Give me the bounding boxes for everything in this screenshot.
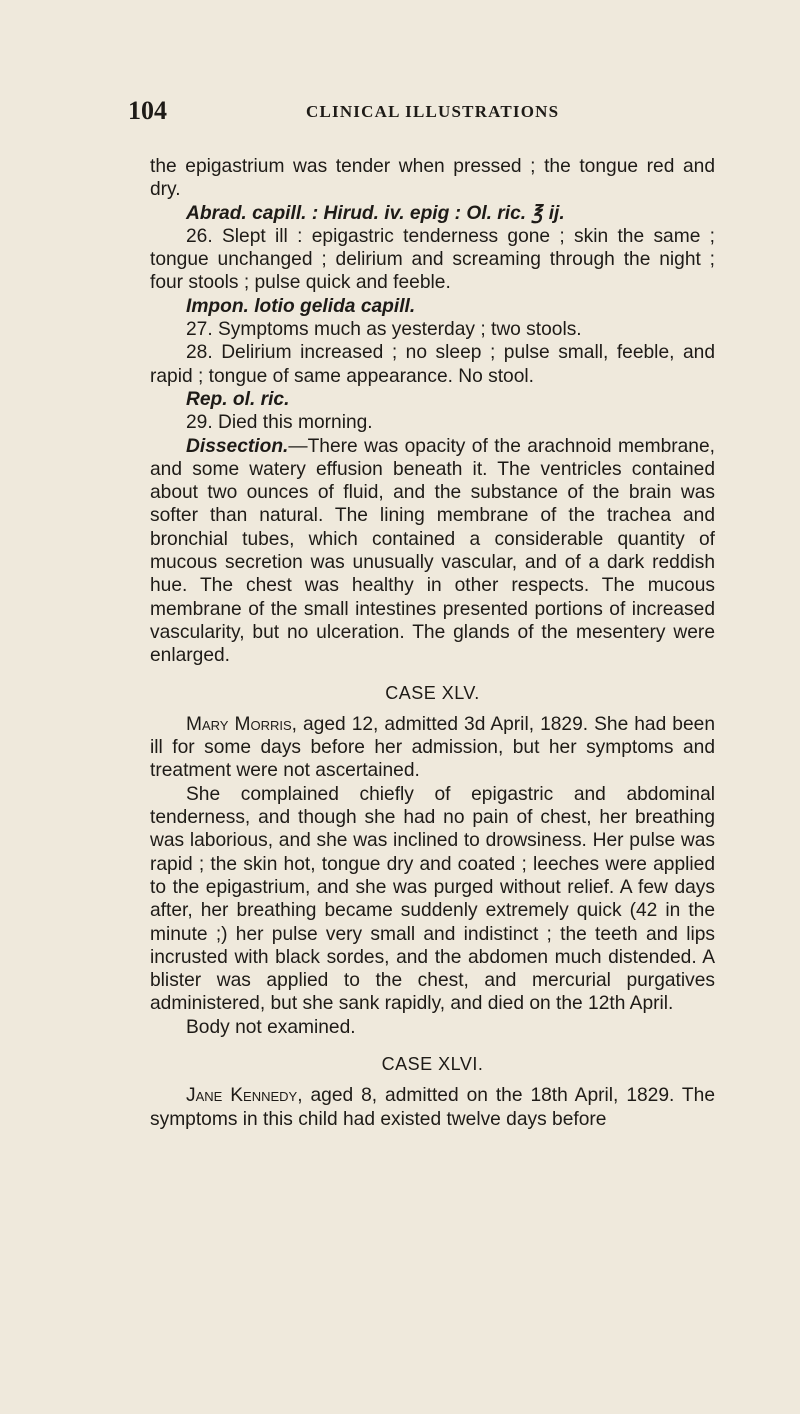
paragraph: Body not examined. bbox=[186, 1016, 356, 1038]
paragraph: She complained chiefly of epigastric and abdominal tenderness, and though she had no pain of chest, her breathing was laborious, and she was inclined to drowsiness. Her pulse was rapid ; the skin hot, tongue dry and coated ; leeches were applied to the epigastrium, and she was purged without relief. A few days after, her breathing became suddenly extremely quick (42 in the minute ;) her pulse very small and indistinct ; the teeth and lips incrusted with black sordes, and the abdomen much distended. A blister was applied to the chest, and mercurial purgatives administered, but she sank rapidly, and died on the 12th April. bbox=[150, 783, 715, 1015]
dissection-label: Dissection. bbox=[186, 435, 289, 457]
paragraph: the epigastrium was tender when pressed ; the tongue red and dry. bbox=[150, 156, 715, 201]
prescription: Impon. lotio gelida capill. bbox=[186, 295, 416, 317]
patient-name: Mary Morris bbox=[186, 713, 292, 735]
paragraph: 27. Symptoms much as yesterday ; two stools. bbox=[186, 319, 582, 341]
dissection-paragraph bbox=[150, 435, 715, 668]
case-intro bbox=[150, 713, 715, 783]
prescription: Abrad. capill. : Hirud. iv. epig : Ol. ric. ℥ ij. bbox=[186, 202, 565, 224]
body-text bbox=[150, 155, 715, 1131]
page-number: 104 bbox=[128, 96, 167, 125]
page-header bbox=[128, 96, 698, 132]
case-intro bbox=[150, 1084, 715, 1131]
patient-name: Jane Kennedy bbox=[186, 1085, 298, 1107]
running-title: CLINICAL ILLUSTRATIONS bbox=[306, 102, 560, 121]
case-heading: CASE XLV. bbox=[385, 682, 480, 703]
case-heading: CASE XLVI. bbox=[381, 1053, 484, 1074]
paragraph: 29. Died this morning. bbox=[186, 412, 373, 434]
paragraph: 26. Slept ill : epigastric tenderness gone ; skin the same ; tongue unchanged ; delirium and screaming through the night ; four stools ; pulse quick and feeble. bbox=[150, 225, 715, 294]
case-intro-text: , aged 12, admitted 3d April, 1829. She had been ill for some days before her admission, but her symptoms and treatment were not ascertained. bbox=[150, 713, 715, 782]
dissection-text: —There was opacity of the arachnoid membrane, and some watery effusion beneath it. The ventricles contained about two ounces of fluid, and the substance of the brain was softer than natural. The lining membrane of the trachea and bronchial tubes, which contained a considerable quantity of mucous secretion was unusually vascular, and of a dark reddish hue. The chest was healthy in other respects. The mucous membrane of the small intestines presented portions of increased vascularity, but no ulceration. The glands of the mesentery were enlarged. bbox=[150, 435, 715, 667]
case-intro-text: , aged 8, admitted on the 18th April, 1829. The symptoms in this child had existed twelve days before bbox=[150, 1085, 715, 1130]
paragraph: 28. Delirium increased ; no sleep ; pulse small, feeble, and rapid ; tongue of same appearance. No stool. bbox=[150, 342, 715, 387]
prescription: Rep. ol. ric. bbox=[186, 388, 290, 410]
